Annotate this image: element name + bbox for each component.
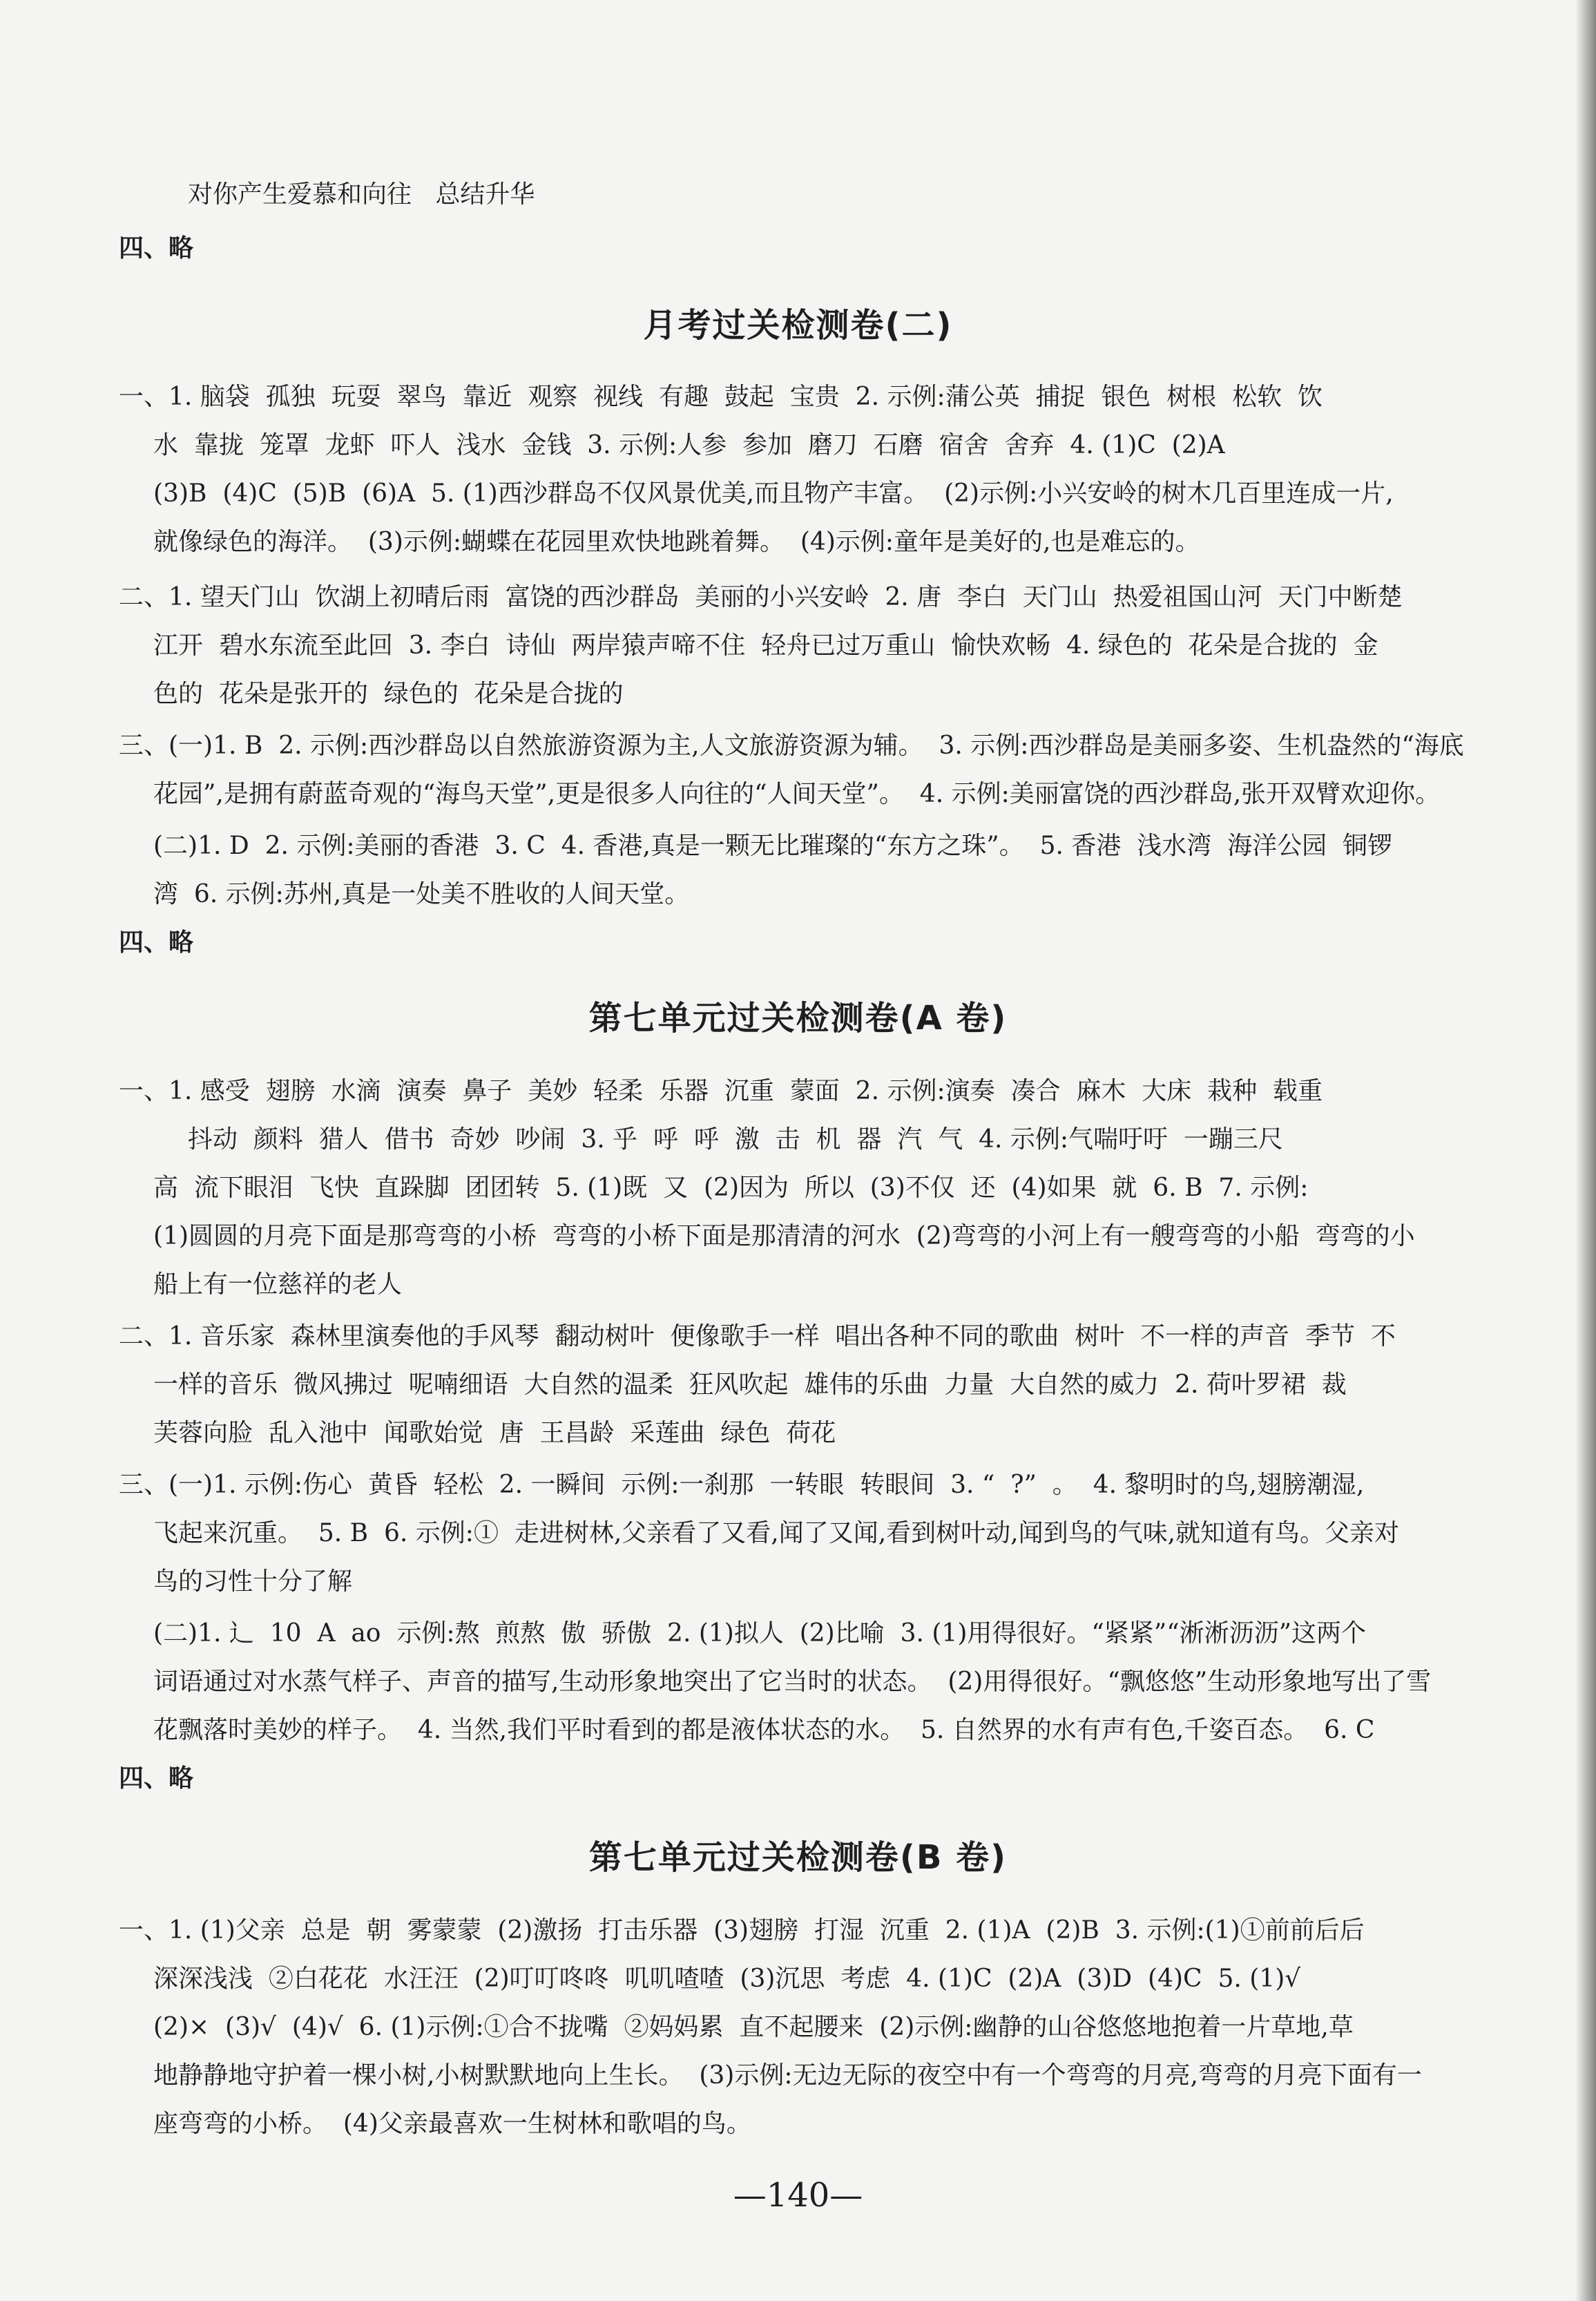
text-line: 花园”,是拥有蔚蓝奇观的“海鸟天堂”,更是很多人向往的“人间天堂”。 4. 示例:美丽富饶的西沙群岛,张开双臂欢迎你。 bbox=[153, 780, 1441, 808]
text-line: (2)× (3)√ (4)√ 6. (1)示例:①合不拢嘴 ②妈妈累 直不起腰来 (2)示例:幽静的山谷悠悠地抱着一片草地,草 bbox=[153, 2013, 1354, 2041]
text-line: 词语通过对水蒸气样子、声音的描写,生动形象地突出了它当时的状态。 (2)用得很好。“飘悠悠”生动形象地写出了雪 bbox=[153, 1668, 1432, 1696]
text-line: 鸟的习性十分了解 bbox=[153, 1567, 353, 1596]
text-line: 湾 6. 示例:苏州,真是一处美不胜收的人间天堂。 bbox=[153, 880, 690, 908]
section-title: 月考过关检测卷(二) bbox=[643, 306, 953, 345]
text-line: 色的 花朵是张开的 绿色的 花朵是合拢的 bbox=[153, 680, 624, 708]
text-line: (3)B (4)C (5)B (6)A 5. (1)西沙群岛不仅风景优美,而且物产丰富。 (2)示例:小兴安岭的树木几百里连成一片, bbox=[153, 479, 1394, 508]
text-line: 江开 碧水东流至此回 3. 李白 诗仙 两岸猿声啼不住 轻舟已过万重山 愉快欢畅 4. 绿色的 花朵是合拢的 金 bbox=[153, 631, 1378, 660]
text-line: 四、略 bbox=[119, 928, 194, 957]
text-line: (二)1. 辶 10 A ao 示例:熬 煎熬 傲 骄傲 2. (1)拟人 (2)比喻 3. (1)用得很好。“紧紧”“淅淅沥沥”这两个 bbox=[153, 1619, 1367, 1648]
text-line: 芙蓉向脸 乱入池中 闻歌始觉 唐 王昌龄 采莲曲 绿色 荷花 bbox=[153, 1419, 836, 1447]
text-line: 二、1. 望天门山 饮湖上初晴后雨 富饶的西沙群岛 美丽的小兴安岭 2. 唐 李白 天门山 热爱祖国山河 天门中断楚 bbox=[119, 583, 1403, 611]
text-line: 飞起来沉重。 5. B 6. 示例:① 走进树林,父亲看了又看,闻了又闻,看到树叶动,闻到鸟的气味,就知道有鸟。父亲对 bbox=[153, 1519, 1400, 1547]
text-line: 一样的音乐 微风拂过 呢喃细语 大自然的温柔 狂风吹起 雄伟的乐曲 力量 大自然的威力 2. 荷叶罗裙 裁 bbox=[153, 1371, 1347, 1399]
text-line: 一、1. 感受 翅膀 水滴 演奏 鼻子 美妙 轻柔 乐器 沉重 蒙面 2. 示例:演奏 凑合 麻木 大床 栽种 载重 bbox=[119, 1077, 1323, 1105]
text-line: 深深浅浅 ②白花花 水汪汪 (2)叮叮咚咚 叽叽喳喳 (3)沉思 考虑 4. (1)C (2)A (3)D (4)C 5. (1)√ bbox=[153, 1965, 1301, 1993]
text-line: 二、1. 音乐家 森林里演奏他的手风琴 翻动树叶 便像歌手一样 唱出各种不同的歌曲 树叶 不一样的声音 季节 不 bbox=[119, 1322, 1396, 1350]
text-line: (二)1. D 2. 示例:美丽的香港 3. C 4. 香港,真是一颗无比璀璨的“东方之珠”。 5. 香港 浅水湾 海洋公园 铜锣 bbox=[153, 832, 1393, 860]
text-line: 一、1. 脑袋 孤独 玩耍 翠鸟 靠近 观察 视线 有趣 鼓起 宝贵 2. 示例:蒲公英 捕捉 银色 树根 松软 饮 bbox=[119, 383, 1323, 411]
text-line: (1)圆圆的月亮下面是那弯弯的小桥 弯弯的小桥下面是那清清的河水 (2)弯弯的小河上有一艘弯弯的小船 弯弯的小 bbox=[153, 1222, 1415, 1250]
section-title: 第七单元过关检测卷(B 卷) bbox=[588, 1838, 1008, 1877]
text-line: 三、(一)1. 示例:伤心 黄昏 轻松 2. 一瞬间 示例:一刹那 一转眼 转眼间 3. “ ?” 。 4. 黎明时的鸟,翅膀潮湿, bbox=[119, 1471, 1365, 1499]
text-line: 抖动 颜料 猎人 借书 奇妙 吵闹 3. 乎 呼 呼 激 击 机 器 汽 气 4. 示例:气喘吁吁 一蹦三尺 bbox=[188, 1125, 1283, 1154]
page-number: —140— bbox=[733, 2176, 863, 2215]
text-line: 花飘落时美妙的样子。 4. 当然,我们平时看到的都是液体状态的水。 5. 自然界的水有声有色,千姿百态。 6. C bbox=[153, 1716, 1375, 1744]
section-title: 第七单元过关检测卷(A 卷) bbox=[588, 999, 1008, 1038]
text-line: 一、1. (1)父亲 总是 朝 雾蒙蒙 (2)激扬 打击乐器 (3)翅膀 打湿 沉重 2. (1)A (2)B 3. 示例:(1)①前前后后 bbox=[119, 1916, 1365, 1945]
text-line: 四、略 bbox=[119, 1764, 194, 1793]
text-line: 就像绿色的海洋。 (3)示例:蝴蝶在花园里欢快地跳着舞。 (4)示例:童年是美好的,也是难忘的。 bbox=[153, 528, 1200, 556]
text-line: 船上有一位慈祥的老人 bbox=[153, 1270, 403, 1299]
page-edge-shadow bbox=[1575, 0, 1596, 2301]
text-line: 三、(一)1. B 2. 示例:西沙群岛以自然旅游资源为主,人文旅游资源为辅。 3. 示例:西沙群岛是美丽多姿、生机盎然的“海底 bbox=[119, 732, 1464, 760]
text-line: 高 流下眼泪 飞快 直跺脚 团团转 5. (1)既 又 (2)因为 所以 (3)不仅 还 (4)如果 就 6. B 7. 示例: bbox=[153, 1174, 1309, 1202]
text-line: 水 靠拢 笼罩 龙虾 吓人 浅水 金钱 3. 示例:人参 参加 磨刀 石磨 宿舍 舍弃 4. (1)C (2)A bbox=[153, 431, 1225, 459]
text-line: 地静静地守护着一棵小树,小树默默地向上生长。 (3)示例:无边无际的夜空中有一个弯弯的月亮,弯弯的月亮下面有一 bbox=[153, 2061, 1422, 2090]
text-line: 座弯弯的小桥。 (4)父亲最喜欢一生树林和歌唱的鸟。 bbox=[153, 2110, 751, 2138]
text-line: 对你产生爱慕和向往 总结升华 bbox=[188, 180, 535, 209]
text-line: 四、略 bbox=[119, 234, 194, 262]
